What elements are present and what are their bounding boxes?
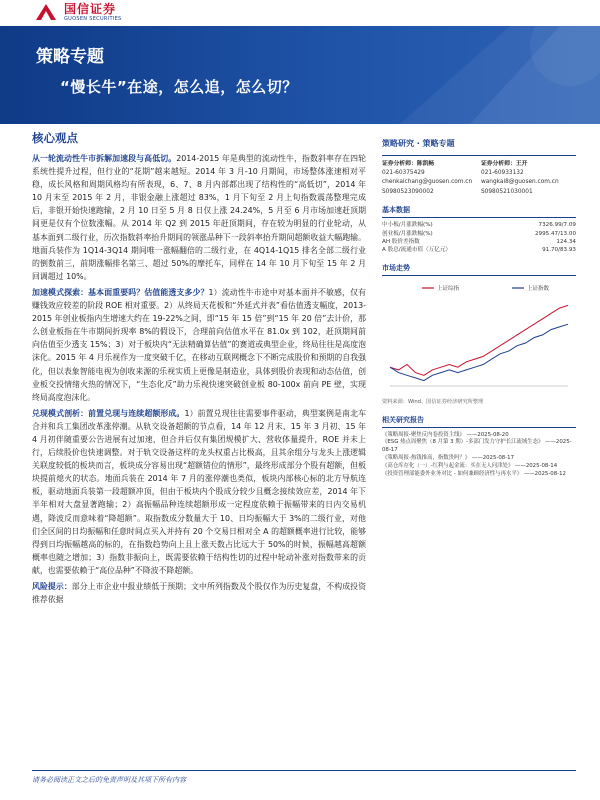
analyst-phone: 021-60933132 — [481, 170, 524, 177]
data-label: 创业板/月涨跌幅(%) — [382, 230, 433, 237]
report-category: 策略专题 — [36, 47, 104, 67]
trend-chart-svg — [382, 280, 576, 396]
footer-disclaimer: 请务必阅读正文之后的免责声明及其项下所有内容 — [32, 776, 186, 784]
data-label: 中小板/月涨跌幅(%) — [382, 222, 433, 229]
top-bar — [0, 0, 600, 26]
related-report-link[interactable]: 《ESG 热点周聚焦（8 月第 3 期）-多部门发力守护长江流域生态》 ——2025-08-17 — [382, 439, 572, 454]
related-report-link[interactable]: 《策略周报-聚焦反内卷投资主线》 ——2025-08-20 — [382, 431, 509, 438]
data-label: A 股总/流通市值（万亿元） — [382, 246, 452, 253]
series-line-2 — [390, 324, 568, 380]
table-row — [382, 246, 576, 254]
table-row — [382, 238, 576, 246]
related-divider — [382, 427, 576, 428]
analyst-email[interactable]: chenkaichang@guosen.com.cn — [382, 179, 473, 186]
data-value: 7326.99/7.09 — [538, 222, 576, 229]
analyst-card — [481, 160, 576, 197]
data-value: 124.34 — [556, 238, 576, 245]
chart-source: 资料来源：Wind、国信证券经济研究所整理 — [382, 398, 484, 405]
series-line-1 — [390, 305, 568, 375]
analyst-phone: 021-60375429 — [382, 170, 425, 177]
main-column — [32, 130, 366, 609]
basic-data-title: 基本数据 — [382, 205, 410, 214]
sidebar — [382, 130, 576, 478]
banner-decoration-icon — [340, 26, 600, 124]
data-divider — [382, 217, 576, 218]
analyst-card — [382, 160, 477, 197]
table-row — [382, 230, 576, 238]
paragraph-lead: 加速模式探索：基本面重要吗？估值能透支多少？ — [32, 287, 209, 297]
paragraph-rotation — [32, 152, 366, 283]
paragraph-text: 部分上市企业中报业绩低于预期；文中所列指数及个股仅作为历史复盘，不构成投资推荐依据 — [32, 582, 366, 605]
legend-label-2: 上证指数 — [527, 285, 550, 292]
analyst-name: 证券分析师：王开 — [481, 161, 528, 167]
related-reports-list — [382, 432, 576, 479]
analyst-license: S0980523090002 — [382, 188, 434, 195]
legend-label-1: 上证综指 — [437, 285, 460, 292]
paragraph-lead: 从一轮流动性牛市拆解加速段与高低切。 — [32, 154, 177, 163]
paragraph-risk — [32, 580, 366, 606]
logo-english-name: GUOSEN SECURITIES — [64, 15, 122, 22]
related-report-link[interactable]: 《高仓库存化（一）-红利与起金流：买在无人问津处》 ——2025-08-14 — [382, 462, 558, 469]
logo-chinese-name: 国信证券 — [64, 1, 117, 16]
trend-divider — [382, 275, 576, 276]
analyst-block — [382, 160, 576, 197]
logo-mark-icon — [34, 2, 58, 22]
analyst-license: S0980521030001 — [481, 188, 533, 195]
title-banner — [0, 26, 600, 124]
related-report-link[interactable]: 《策略周报-热钱推高，指数贵吗？》 ——2025-08-17 — [382, 454, 515, 461]
table-row — [382, 222, 576, 230]
company-logo — [34, 2, 122, 22]
data-label: AH 股价差指数 — [382, 238, 420, 245]
footer-divider — [32, 770, 576, 771]
report-title: “慢长牛”在途，怎么追，怎么切？ — [60, 78, 298, 96]
related-reports-title: 相关研究报告 — [382, 415, 424, 424]
paragraph-text: 2014-2015 年是典型的流动性牛，指数斜率存在四轮系统性提升过程，但行业的“花期”越来越短。2014 年 3 月-10 月期间，市场整体涨速相对平稳，成长风格和周期风格均有所表现，6、7、8 月内部都出现了结构性的“高低切”，2014 年 10 月末至 2015 年 2 月，非银金融上涨超过 83%，1 月下旬至 2 月上旬指数震荡整理完成后，非银开始快速跑输，2 月 10 日至 5 月 8 日仅上涨 24.24%，5 月至 6 月市场加速赶顶期间更是仅有个位数涨幅。从 2014 年 Q2 到 2015 年赶顶期间，存在较为明显的行业轮动，从基本面到二级行业，历次指数斜率抬升期间的领涨品种下一段斜率抬升期间超额收益大幅跑输。地面兵装作为 1Q14-3Q14 期间唯一涨幅翻倍的二级行业，在 4Q14-1Q15 排名全部二级行业的倒数前三，前期涨幅排名第三、超过 50%的摩托车，同样在 14 年 10 月下旬至 15 年 2 月回调超过 10%。 — [32, 154, 366, 281]
paragraph-text: 1）流动性牛市途中对基本面并不敏感，仅有赚钱效应较差的阶段 ROE 相对重要。2）从终局天花板和“外延式并表”看估值透支幅度，2013-2015 年创业板指内生增速大约在 19-22%之间，即“15 年 15 倍”到“15 年 20 倍”去计价，那么创业板指在牛市期间折现率 8%的假设下，合理前向估值水平在 81.0x 到 102，赶顶期间前向估值至少透支 15%；3）对于板块内“无法精确算估值”的赛道或典型企业，终局往往是高度泡沫化。2015 年 4 月乐视作为一度突破千亿，在移动互联网概念下不断完成股价和预期的自我强化，但以表象智能电视为创收来源的乐视实质上更像是制造业，具体到股价表现和动态估值，创业板交投情绪火热的情况下，“生态化反”助力乐视快速突破创业板 80-100x 前向 PE 壁，实现终局高度泡沫化。 — [32, 287, 366, 402]
paragraph-text: 1）前置兑现往往需要事件驱动，典型案例是南北车合并和兵工集团改革涨停潮。从轨交设备超额的节点看，14 年 12 月末、15 年 3 月初、15 年 4 月初伴随重要公告进展有过加速，但合并后仅有集团规模扩大、营收体量提升，ROE 并未上行，后续股价也快速调整。对于轨交设备这样的龙头权重占比极高，且其余组分与龙头上涨逻辑关联度较低的板块而言，板块成分容易出现“超额错位的情形”，最终形成部分个股有超额，但板块提前熄火的状态。地面兵装在 2014 年 7 月的涨停潮也类似，板块内部核心标的北方导航连板，驱动地面兵装第一段超额冲顶，但由于板块内个股成分较少且概念接续效应差，2014 年下半年相对大盘显著跑输；2）高振幅品种连续超额形成一定程度依赖于振幅带来的日内交易机遇，降波反而意味着“降超额”。取指数成分数量大于 10、日均振幅大于 3%的二级行业，对他们全区间的日均振幅和任意时间点买入并持有 20 个交易日相对全 A 的超额概率进行比较，能够得到日均振幅越高的标的，在指数趋势向上且上涨天数占比远大于 50%的时候，振幅越高超额概率也随之增加；3）指数非振向上，既需要依赖于结构性切的过程中轮动补涨对指数带来的贡献，也需要依赖于“高位品种”不降波不降超额。 — [32, 408, 366, 575]
market-trend-chart — [382, 280, 576, 396]
sidebar-divider — [382, 155, 576, 156]
paragraph-acceleration — [32, 286, 366, 404]
data-value: 91.70/83.93 — [542, 246, 576, 253]
paragraph-lead: 风险提示： — [32, 582, 72, 591]
data-value: 2995.47/13.00 — [534, 230, 576, 237]
related-report-link[interactable]: 《投资管理部能委外业务对比 - 如何兼顾经济性与再水平》 ——2025-08-12 — [382, 470, 566, 477]
basic-data-table — [382, 222, 576, 255]
paragraph-lead: 兑现模式剖析：前置兑现与连续超额形成。 — [32, 408, 185, 418]
analyst-email[interactable]: wangkai8@guosen.com.cn — [481, 179, 559, 186]
analyst-name: 证券分析师：陈凯畅 — [382, 161, 435, 167]
sidebar-title: 策略研究 · 策略专题 — [382, 139, 455, 148]
market-trend-title: 市场走势 — [382, 263, 410, 272]
section-title: 核心观点 — [32, 131, 78, 145]
paragraph-realization — [32, 407, 366, 577]
